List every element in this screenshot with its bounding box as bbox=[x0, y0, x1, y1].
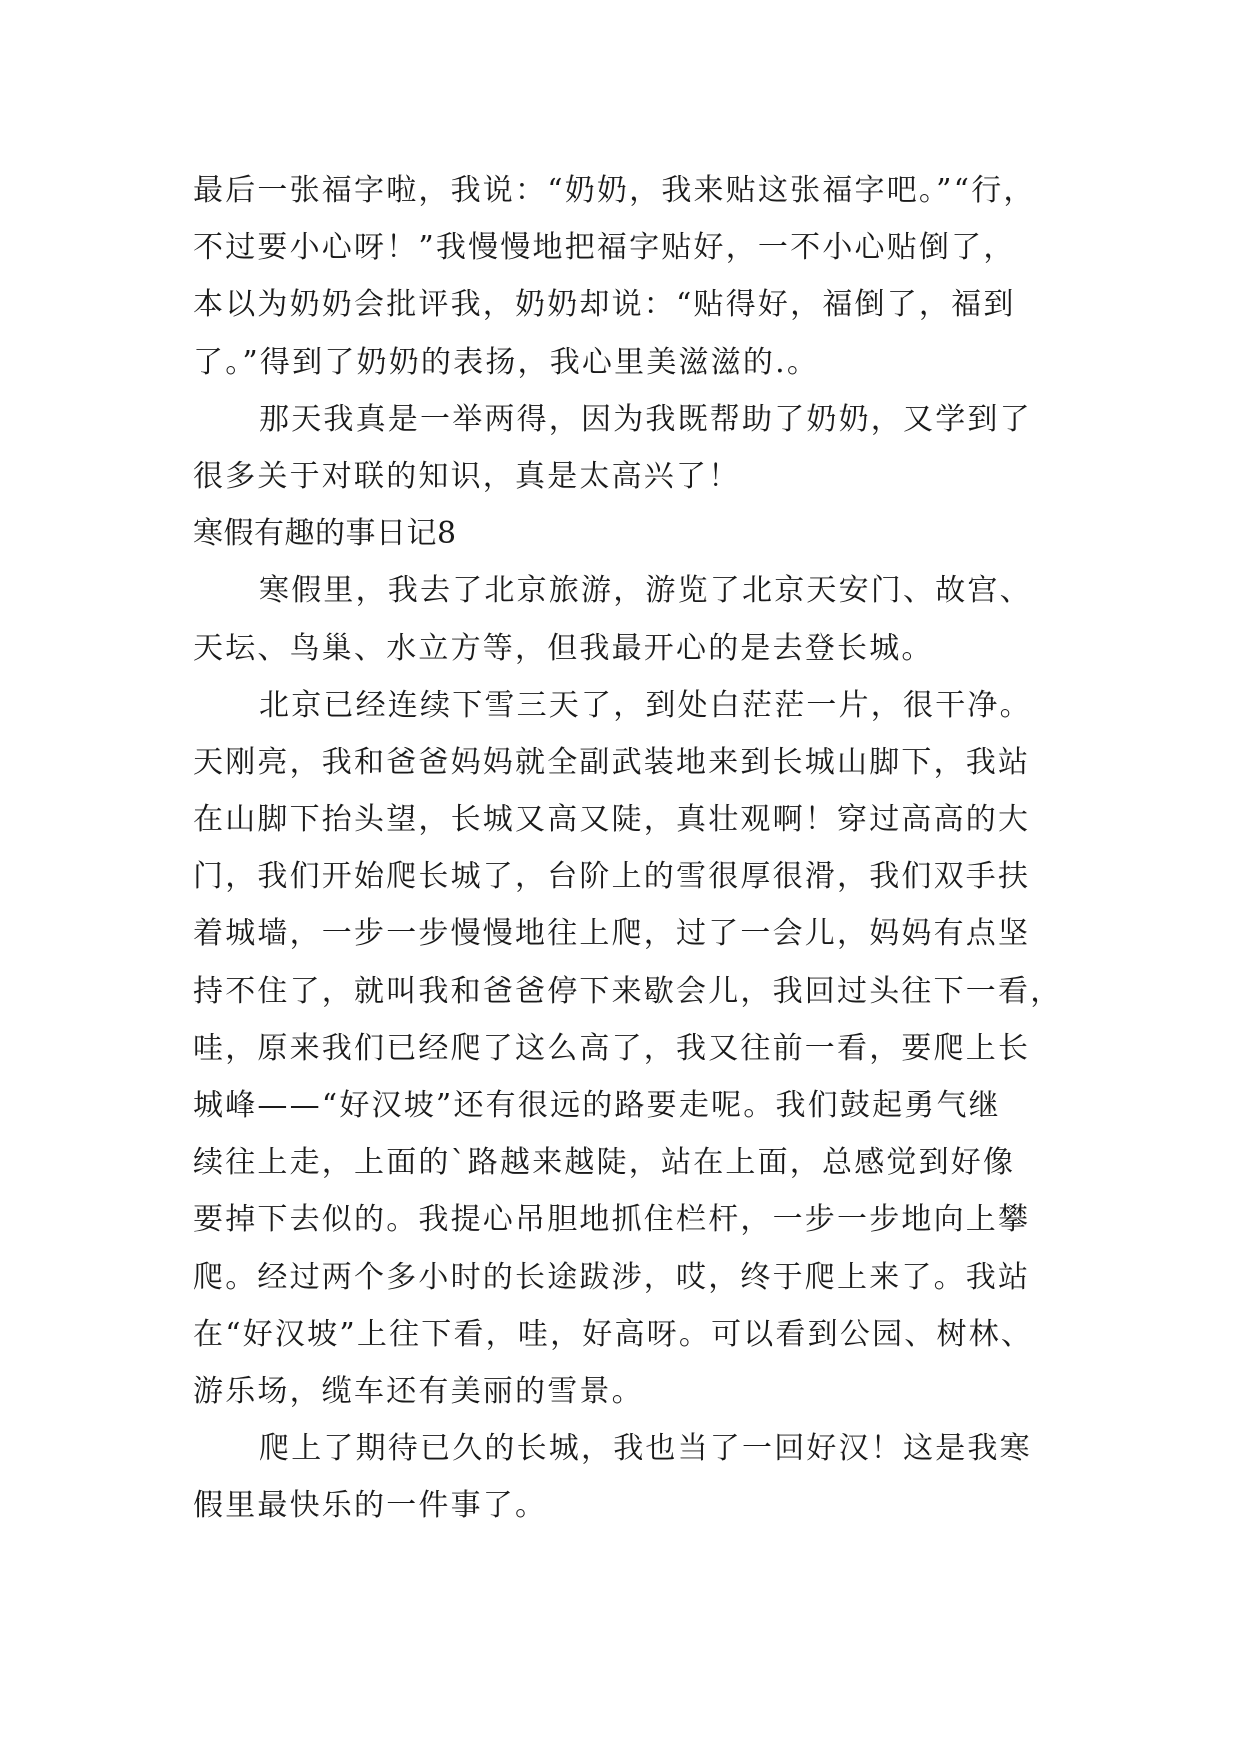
text-line: 很多关于对联的知识，真是太高兴了！ bbox=[193, 458, 741, 494]
text-line: 要掉下去似的。我提心吊胆地抓住栏杆，一步一步地向上攀 bbox=[193, 1202, 1031, 1238]
text-line: 天刚亮，我和爸爸妈妈就全副武装地来到长城山脚下，我站 bbox=[193, 744, 1031, 780]
text-line: 假里最快乐的一件事了。 bbox=[193, 1488, 548, 1524]
text-line: 不过要小心呀！”我慢慢地把福字贴好，一不小心贴倒了， bbox=[193, 230, 1016, 266]
text-line: 续往上走，上面的`路越来越陡，站在上面，总感觉到好像 bbox=[193, 1145, 1016, 1181]
text-line: 最后一张福字啦，我说：“奶奶，我来贴这张福字吧。”“行， bbox=[193, 173, 1036, 208]
paragraph-start-line: 爬上了期待已久的长城，我也当了一回好汉！这是我寒 bbox=[259, 1431, 1032, 1467]
section-title: 寒假有趣的事日记8 bbox=[193, 516, 457, 552]
text-line: 门，我们开始爬长城了，台阶上的雪很厚很滑，我们双手扶 bbox=[193, 859, 1031, 895]
paragraph-start-line: 寒假里，我去了北京旅游，游览了北京天安门、故宫、 bbox=[259, 573, 1032, 609]
text-line: 持不住了，就叫我和爸爸停下来歇会儿，我回过头往下一看， bbox=[193, 973, 1063, 1009]
text-line: 城峰——“好汉坡”还有很远的路要走呢。我们鼓起勇气继 bbox=[193, 1088, 1001, 1123]
document-body bbox=[193, 162, 1073, 1535]
text-line: 着城墙，一步一步慢慢地往上爬，过了一会儿，妈妈有点坚 bbox=[193, 916, 1031, 952]
text-line: 在山脚下抬头望，长城又高又陡，真壮观啊！穿过高高的大 bbox=[193, 802, 1031, 838]
paragraph-start-line: 北京已经连续下雪三天了，到处白茫茫一片，很干净。 bbox=[259, 687, 1032, 723]
text-line: 了。”得到了奶奶的表扬，我心里美滋滋的.。 bbox=[193, 344, 820, 380]
text-line: 游乐场，缆车还有美丽的雪景。 bbox=[193, 1373, 644, 1409]
text-line: 哇，原来我们已经爬了这么高了，我又往前一看，要爬上长 bbox=[193, 1030, 1031, 1066]
text-line: 爬。经过两个多小时的长途跋涉，哎，终于爬上来了。我站 bbox=[193, 1259, 1031, 1295]
text-line: 在“好汉坡”上往下看，哇，好高呀。可以看到公园、树林、 bbox=[193, 1316, 1034, 1352]
text-line: 天坛、鸟巢、水立方等，但我最开心的是去登长城。 bbox=[193, 630, 934, 666]
text-line: 本以为奶奶会批评我，奶奶却说：“贴得好，福倒了，福到 bbox=[193, 287, 1016, 323]
paragraph-start-line: 那天我真是一举两得，因为我既帮助了奶奶，又学到了 bbox=[259, 401, 1032, 437]
